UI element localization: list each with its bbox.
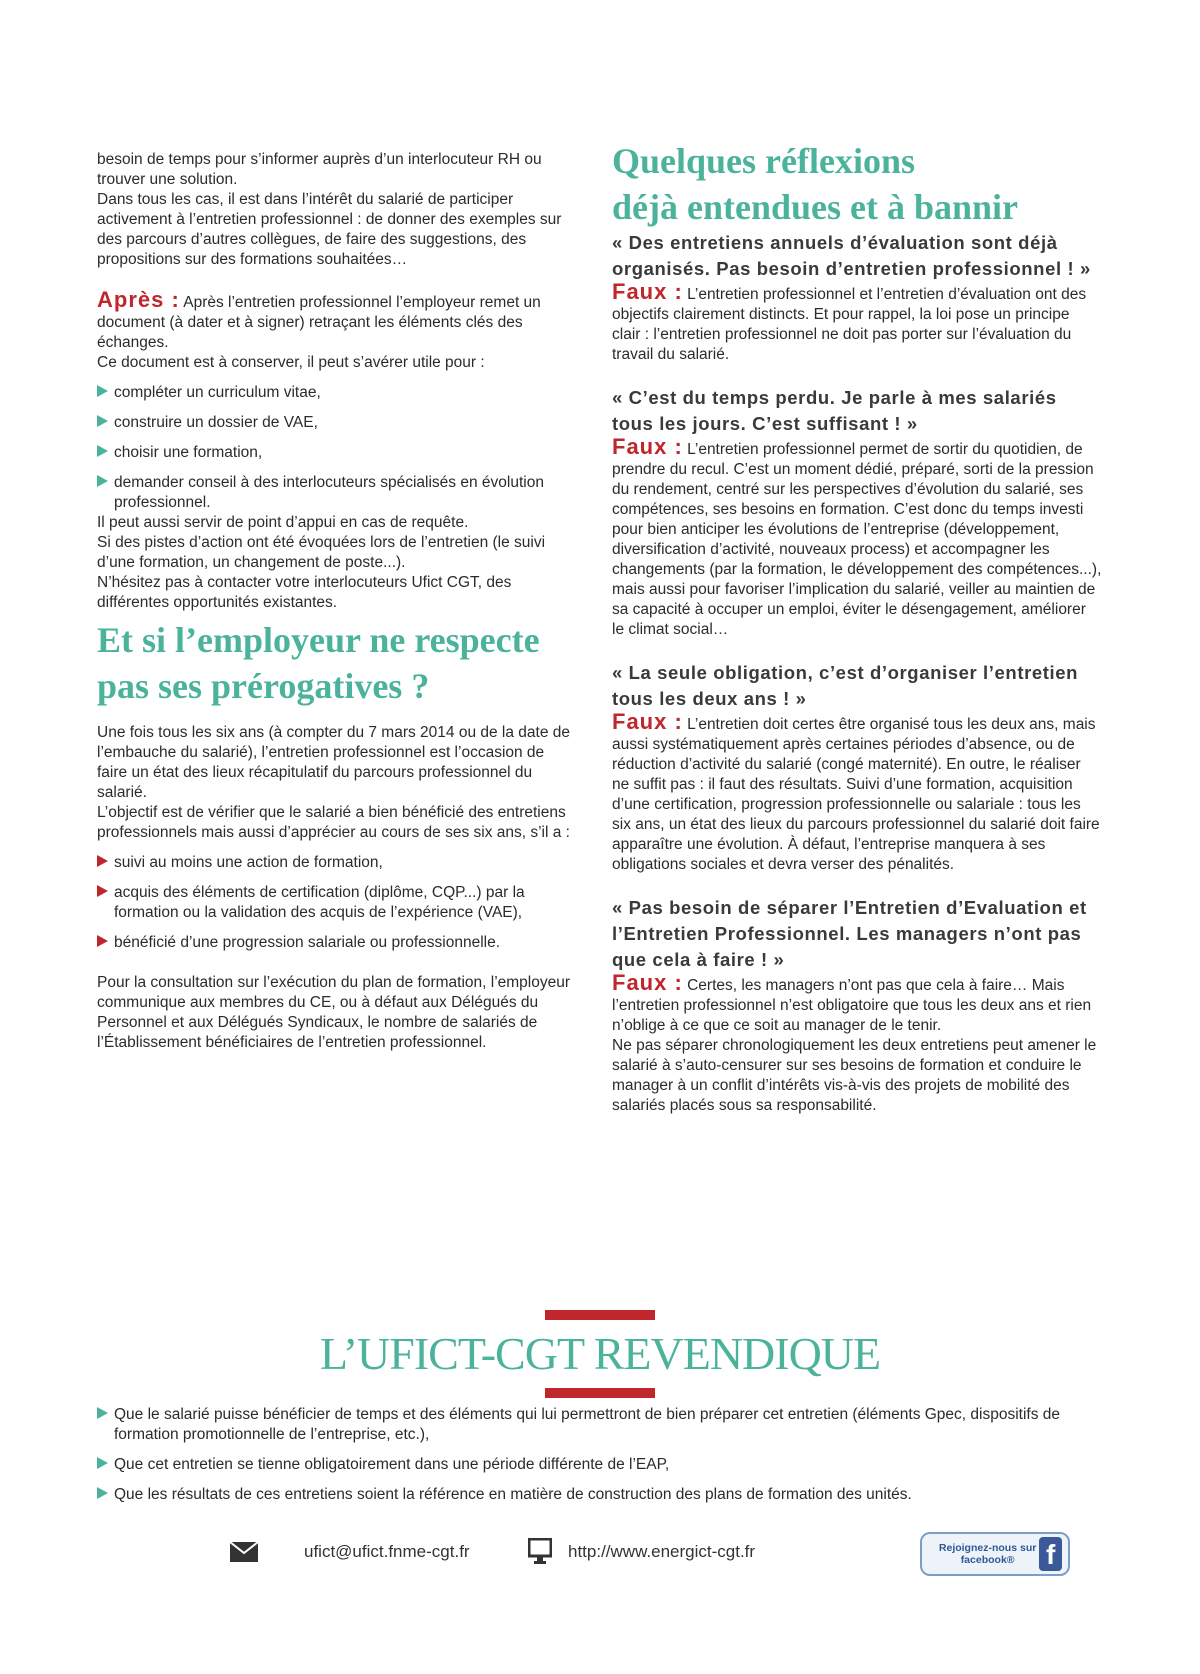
triangle-bullet-icon (97, 935, 108, 947)
revendique-list (97, 1395, 1107, 1515)
section2-paragraph-1: Une fois tous les six ans (à compter du 7 mars 2014 ou de la date de l’embauche du salarié), l’entretien professionnel est l’occasion de faire un état des lieux récapitulatif du parcours professionnel du salarié. (97, 724, 571, 801)
after-bullets-1: Il peut aussi servir de point d’appui en cas de requête. (97, 514, 469, 531)
apres-bullet: choisir une formation, (97, 443, 577, 463)
red-bar-top (545, 1310, 655, 1320)
apres-bullet: demander conseil à des interlocuteurs spécialisés en évolution professionnel. (97, 473, 577, 513)
triangle-bullet-icon (97, 1487, 108, 1499)
revendique-bullet: Que cet entretien se tienne obligatoirement dans une période différente de l’EAP, (97, 1455, 1107, 1475)
faux-label: Faux : (612, 434, 683, 459)
apres-text: Après l’entretien professionnel l’employeur remet un document (à dater et à signer) retraçant les éléments clés des échanges. (97, 294, 541, 351)
monitor-icon (528, 1538, 552, 1566)
section2-bullet: bénéficié d’une progression salariale ou professionnelle. (97, 933, 577, 953)
faux-label: Faux : (612, 709, 683, 734)
triangle-bullet-icon (97, 415, 108, 427)
website-link[interactable]: http://www.energict-cgt.fr (568, 1542, 756, 1561)
section-heading-employeur: Et si l’employeur ne respecte pas ses prérogatives ? (97, 620, 540, 706)
answer-2: Faux : L’entretien professionnel permet de sortir du quotidien, de prendre du recul. C’est un moment dédié, préparé, sorti de la pression du rendement, centré sur les perspectives d’évolution du salarié, ses compétences, ses besoins en formation. C’est donc du temps investi pour bien anticiper les évolutions de l’entreprise (développement, diversification d’activité, nouveaux process) et accompagner les changements (par la formation, le développement des compétences...), mais aussi pour favoriser l’implication du salarié, veiller au maintien de sa capacité à occuper un emploi, éviter le désengagement, améliorer le climat social… (612, 434, 1102, 638)
section2-paragraph-2: L’objectif est de vérifier que le salarié a bien bénéficié des entretiens professionnels mais aussi d’apprécier au cours de ses six ans, s’il a : (97, 804, 570, 841)
reflexions-heading-line2: déjà entendues et à bannir (612, 187, 1019, 227)
apres-paragraph (97, 287, 577, 353)
answer-4-continued: Ne pas séparer chronologiquement les deux entretiens peut amener le salarié à s’auto-censurer sur ses besoins de formation et conduire le manager à un conflit d’intérêts vis-à-vis des projets de mobilité des salariés placés sous sa responsabilité. (612, 1037, 1097, 1114)
facebook-icon: f (1039, 1537, 1062, 1571)
intro-paragraph-2: Dans tous les cas, il est dans l’intérêt du salarié de participer activement à l’entretien professionnel : de donner des exemples sur des parcours d’autres collègues, de faire des suggestions, des propositions sur des formations souhaitées… (97, 191, 562, 268)
left-column (97, 150, 577, 1053)
triangle-bullet-icon (97, 855, 108, 867)
email-link[interactable]: ufict@ufict.fnme-cgt.fr (304, 1542, 470, 1561)
answer-1: Faux : L’entretien professionnel et l’entretien d’évaluation ont des objectifs clairement distincts. Et pour rappel, la loi pose un principe clair : l’entretien professionnel ne doit pas porter sur l’évaluation du travail du salarié. (612, 279, 1087, 363)
quote-1: « Des entretiens annuels d’évaluation sont déjà organisés. Pas besoin d’entretien professionnel ! » (612, 232, 1091, 279)
section2-closing: Pour la consultation sur l’exécution du plan de formation, l’employeur communique aux membres du CE, ou à défaut aux Délégués du Personnel et aux Délégués Syndicaux, le nombre de salariés de l’Établissement bénéficiaires de l’entretien professionnel. (97, 974, 571, 1051)
triangle-bullet-icon (97, 1407, 108, 1419)
revendique-bullet: Que le salarié puisse bénéficier de temps et des éléments qui lui permettront de bien préparer cet entretien (éléments Gpec, dispositifs de formation promotionnelle de l’entreprise, etc.), (97, 1405, 1107, 1445)
footer (0, 1538, 1200, 1588)
triangle-bullet-icon (97, 475, 108, 487)
revendique-bullet: Que les résultats de ces entretiens soient la référence en matière de construction des plans de formation des unités. (97, 1485, 1107, 1505)
section2-bullet: suivi au moins une action de formation, (97, 853, 577, 873)
faux-label: Faux : (612, 970, 683, 995)
reflexions-heading-line1: Quelques réflexions (612, 141, 915, 181)
quote-2: « C’est du temps perdu. Je parle à mes salariés tous les jours. C’est suffisant ! » (612, 387, 1057, 434)
envelope-icon (230, 1542, 258, 1562)
website-contact[interactable] (528, 1538, 755, 1566)
triangle-bullet-icon (97, 1457, 108, 1469)
after-bullets-2: Si des pistes d’action ont été évoquées lors de l’entretien (le suivi d’une formation, un changement de poste...). (97, 534, 546, 571)
facebook-text: Rejoignez-nous sur facebook® (938, 1542, 1037, 1566)
apres-label: Après : (97, 287, 180, 312)
right-column (612, 141, 1102, 1116)
quote-3: « La seule obligation, c’est d’organiser l’entretien tous les deux ans ! » (612, 662, 1079, 709)
answer-3: Faux : L’entretien doit certes être organisé tous les deux ans, mais aussi systématiquement après certaines périodes d’absence, ou de réduction d’activité du salarié (congé maternité). En outre, le réaliser ne suffit pas : il faut des résultats. Suivi d’une formation, acquisition d’une certification, progression professionnelle ou salariale : tous les six ans, un état des lieux du parcours professionnel du salarié doit faire apparaître une évolution. À défaut, l’entreprise manquera à ses obligations sociales et devra verser des pénalités. (612, 709, 1100, 873)
after-bullets-3: N’hésitez pas à contacter votre interlocuteurs Ufict CGT, des différentes opportunités existantes. (97, 574, 512, 611)
revendique-block (0, 1310, 1200, 1398)
quote-4: « Pas besoin de séparer l’Entretien d’Evaluation et l’Entretien Professionnel. Les managers n’ont pas que cela à faire ! » (612, 897, 1087, 970)
faux-label: Faux : (612, 279, 683, 304)
triangle-bullet-icon (97, 885, 108, 897)
intro-paragraph-1: besoin de temps pour s’informer auprès d’un interlocuteur RH ou trouver une solution. (97, 151, 542, 188)
apres-bullet: compléter un curriculum vitae, (97, 383, 577, 403)
section2-bullet: acquis des éléments de certification (diplôme, CQP...) par la formation ou la validation des acquis de l’expérience (VAE), (97, 883, 577, 923)
email-contact[interactable] (230, 1542, 470, 1562)
answer-4: Faux : Certes, les managers n’ont pas que cela à faire… Mais l’entretien professionnel n’est obligatoire que tous les deux ans et rien n’oblige à ce que ce soit au manager de le tenir. (612, 970, 1092, 1034)
apres-text-2: Ce document est à conserver, il peut s’avérer utile pour : (97, 354, 485, 371)
apres-bullet: construire un dossier de VAE, (97, 413, 577, 433)
triangle-bullet-icon (97, 445, 108, 457)
revendique-title: L’UFICT-CGT REVENDIQUE (319, 1328, 881, 1379)
triangle-bullet-icon (97, 385, 108, 397)
facebook-button[interactable] (920, 1532, 1070, 1576)
